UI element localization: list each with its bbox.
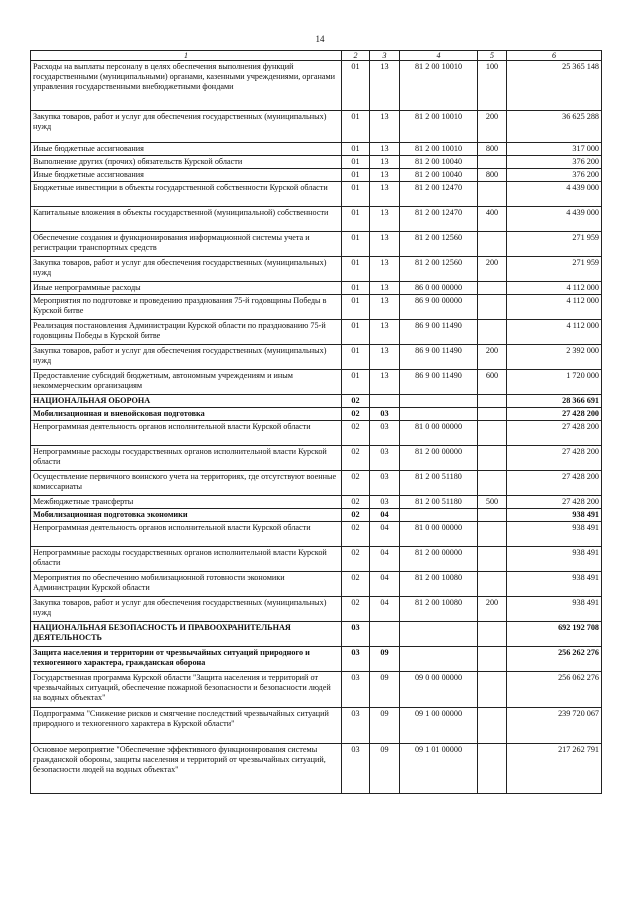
table-row xyxy=(31,370,602,395)
row-target-article: 81 2 00 10080 xyxy=(400,572,478,597)
row-name: Непрограммная деятельность органов исполнительной власти Курской области xyxy=(31,522,342,547)
row-name: Иные бюджетные ассигнования xyxy=(31,143,342,156)
row-name: НАЦИОНАЛЬНАЯ ОБОРОНА xyxy=(31,395,342,408)
table-row xyxy=(31,61,602,111)
row-amount: 4 112 000 xyxy=(507,282,602,295)
row-razdel: 01 xyxy=(342,143,370,156)
row-name: Мероприятия по обеспечению мобилизационной готовности экономики Администрации Курской области xyxy=(31,572,342,597)
row-target-article: 86 9 00 00000 xyxy=(400,295,478,320)
table-row xyxy=(31,408,602,421)
row-target-article xyxy=(400,408,478,421)
row-expense-type xyxy=(478,471,507,496)
row-target-article xyxy=(400,647,478,672)
row-podrazdel: 13 xyxy=(370,295,400,320)
table-row xyxy=(31,471,602,496)
table-row xyxy=(31,295,602,320)
row-expense-type: 600 xyxy=(478,370,507,395)
table-body xyxy=(31,61,602,794)
row-podrazdel: 03 xyxy=(370,421,400,446)
row-amount: 28 366 691 xyxy=(507,395,602,408)
row-podrazdel: 03 xyxy=(370,496,400,509)
row-expense-type xyxy=(478,446,507,471)
row-target-article: 81 2 00 12470 xyxy=(400,207,478,232)
row-expense-type xyxy=(478,509,507,522)
row-razdel: 01 xyxy=(342,257,370,282)
row-razdel: 02 xyxy=(342,496,370,509)
row-target-article: 81 0 00 00000 xyxy=(400,421,478,446)
row-name: Непрограммные расходы государственных органов исполнительной власти Курской области xyxy=(31,547,342,572)
table-row xyxy=(31,169,602,182)
row-expense-type: 500 xyxy=(478,496,507,509)
table-row xyxy=(31,647,602,672)
row-razdel: 03 xyxy=(342,708,370,744)
row-expense-type xyxy=(478,708,507,744)
row-expense-type xyxy=(478,295,507,320)
row-razdel: 01 xyxy=(342,370,370,395)
table-row xyxy=(31,143,602,156)
row-amount: 256 262 276 xyxy=(507,647,602,672)
col-header-2: 2 xyxy=(342,51,370,61)
row-target-article: 81 2 00 51180 xyxy=(400,471,478,496)
row-name: Межбюджетные трансферты xyxy=(31,496,342,509)
col-header-4: 4 xyxy=(400,51,478,61)
row-target-article xyxy=(400,622,478,647)
col-header-5: 5 xyxy=(478,51,507,61)
row-expense-type: 200 xyxy=(478,345,507,370)
row-amount: 27 428 200 xyxy=(507,496,602,509)
row-expense-type xyxy=(478,320,507,345)
table-row xyxy=(31,496,602,509)
row-podrazdel: 03 xyxy=(370,408,400,421)
table-row xyxy=(31,395,602,408)
row-name: Предоставление субсидий бюджетным, автономным учреждениям и иным некоммерческим организациям xyxy=(31,370,342,395)
row-target-article: 09 1 00 00000 xyxy=(400,708,478,744)
row-name: Мероприятия по подготовке и проведению празднования 75-й годовщины Победы в Курской битве xyxy=(31,295,342,320)
row-target-article: 81 2 00 12560 xyxy=(400,257,478,282)
row-name: Мобилизационная и вневойсковая подготовка xyxy=(31,408,342,421)
row-podrazdel: 13 xyxy=(370,111,400,143)
row-podrazdel: 09 xyxy=(370,672,400,708)
row-expense-type xyxy=(478,744,507,794)
col-header-1: 1 xyxy=(31,51,342,61)
row-target-article: 81 2 00 00000 xyxy=(400,547,478,572)
row-amount: 36 625 288 xyxy=(507,111,602,143)
table-row xyxy=(31,522,602,547)
row-target-article xyxy=(400,395,478,408)
row-razdel: 01 xyxy=(342,61,370,111)
row-razdel: 02 xyxy=(342,471,370,496)
row-podrazdel: 04 xyxy=(370,547,400,572)
row-name: Осуществление первичного воинского учета на территориях, где отсутствуют военные комиссариаты xyxy=(31,471,342,496)
row-podrazdel: 13 xyxy=(370,345,400,370)
row-target-article: 81 2 00 10010 xyxy=(400,143,478,156)
row-name: Подпрограмма "Снижение рисков и смягчение последствий чрезвычайных ситуаций природного и техногенного характера в Курской области" xyxy=(31,708,342,744)
row-podrazdel: 04 xyxy=(370,509,400,522)
row-expense-type xyxy=(478,156,507,169)
table-row xyxy=(31,282,602,295)
row-amount: 692 192 708 xyxy=(507,622,602,647)
row-target-article: 81 0 00 00000 xyxy=(400,522,478,547)
row-razdel: 03 xyxy=(342,744,370,794)
table-row xyxy=(31,421,602,446)
row-target-article: 81 2 00 51180 xyxy=(400,496,478,509)
table-row xyxy=(31,547,602,572)
row-expense-type: 200 xyxy=(478,597,507,622)
row-razdel: 02 xyxy=(342,572,370,597)
row-expense-type xyxy=(478,572,507,597)
table-row xyxy=(31,509,602,522)
row-razdel: 03 xyxy=(342,647,370,672)
table-row xyxy=(31,257,602,282)
row-expense-type xyxy=(478,408,507,421)
row-target-article: 09 0 00 00000 xyxy=(400,672,478,708)
row-podrazdel: 13 xyxy=(370,207,400,232)
row-podrazdel: 09 xyxy=(370,647,400,672)
table-row xyxy=(31,182,602,207)
row-name: НАЦИОНАЛЬНАЯ БЕЗОПАСНОСТЬ И ПРАВООХРАНИТЕЛЬНАЯ ДЕЯТЕЛЬНОСТЬ xyxy=(31,622,342,647)
row-razdel: 01 xyxy=(342,232,370,257)
row-expense-type: 800 xyxy=(478,143,507,156)
row-razdel: 01 xyxy=(342,169,370,182)
row-amount: 217 262 791 xyxy=(507,744,602,794)
row-amount: 376 200 xyxy=(507,156,602,169)
row-podrazdel: 03 xyxy=(370,471,400,496)
row-name: Закупка товаров, работ и услуг для обеспечения государственных (муниципальных) нужд xyxy=(31,597,342,622)
row-amount: 4 439 000 xyxy=(507,182,602,207)
row-expense-type xyxy=(478,282,507,295)
row-target-article xyxy=(400,509,478,522)
row-amount: 938 491 xyxy=(507,597,602,622)
row-name: Обеспечение создания и функционирования информационной системы учета и регистрации транспортных средств xyxy=(31,232,342,257)
row-razdel: 01 xyxy=(342,282,370,295)
row-podrazdel: 13 xyxy=(370,143,400,156)
row-amount: 239 720 067 xyxy=(507,708,602,744)
row-amount: 4 112 000 xyxy=(507,295,602,320)
row-razdel: 02 xyxy=(342,509,370,522)
row-expense-type: 100 xyxy=(478,61,507,111)
row-name: Иные бюджетные ассигнования xyxy=(31,169,342,182)
row-name: Бюджетные инвестиции в объекты государственной собственности Курской области xyxy=(31,182,342,207)
row-target-article: 81 2 00 00000 xyxy=(400,446,478,471)
row-amount: 4 439 000 xyxy=(507,207,602,232)
row-podrazdel xyxy=(370,395,400,408)
row-podrazdel: 13 xyxy=(370,282,400,295)
row-razdel: 01 xyxy=(342,156,370,169)
table-row xyxy=(31,708,602,744)
row-target-article: 81 2 00 10040 xyxy=(400,169,478,182)
row-target-article: 09 1 01 00000 xyxy=(400,744,478,794)
row-podrazdel: 04 xyxy=(370,522,400,547)
table-row xyxy=(31,207,602,232)
row-expense-type xyxy=(478,232,507,257)
row-razdel: 01 xyxy=(342,320,370,345)
row-amount: 256 062 276 xyxy=(507,672,602,708)
row-target-article: 81 2 00 12470 xyxy=(400,182,478,207)
row-podrazdel: 13 xyxy=(370,61,400,111)
row-razdel: 03 xyxy=(342,622,370,647)
row-expense-type xyxy=(478,395,507,408)
row-razdel: 02 xyxy=(342,597,370,622)
row-razdel: 02 xyxy=(342,547,370,572)
row-target-article: 86 9 00 11490 xyxy=(400,345,478,370)
row-expense-type xyxy=(478,522,507,547)
table-row xyxy=(31,111,602,143)
table-row xyxy=(31,232,602,257)
row-expense-type: 200 xyxy=(478,111,507,143)
row-razdel: 01 xyxy=(342,207,370,232)
row-razdel: 01 xyxy=(342,182,370,207)
table-row xyxy=(31,597,602,622)
row-amount: 27 428 200 xyxy=(507,471,602,496)
row-amount: 938 491 xyxy=(507,547,602,572)
row-amount: 271 959 xyxy=(507,257,602,282)
row-podrazdel: 04 xyxy=(370,597,400,622)
row-razdel: 02 xyxy=(342,395,370,408)
row-target-article: 81 2 00 10080 xyxy=(400,597,478,622)
row-name: Реализация постановления Администрации Курской области по празднованию 75-й годовщины Победы в Курской битве xyxy=(31,320,342,345)
table-row xyxy=(31,744,602,794)
row-expense-type xyxy=(478,672,507,708)
row-amount: 27 428 200 xyxy=(507,421,602,446)
row-target-article: 86 9 00 11490 xyxy=(400,370,478,395)
row-amount: 271 959 xyxy=(507,232,602,257)
row-name: Непрограммная деятельность органов исполнительной власти Курской области xyxy=(31,421,342,446)
row-amount: 938 491 xyxy=(507,572,602,597)
row-amount: 376 200 xyxy=(507,169,602,182)
row-razdel: 02 xyxy=(342,421,370,446)
row-name: Расходы на выплаты персоналу в целях обеспечения выполнения функций государственными (муниципальными) органами, казенными учреждениями, органами управления государственными внебюджетными фондами xyxy=(31,61,342,111)
row-target-article: 81 2 00 10010 xyxy=(400,111,478,143)
row-name: Защита населения и территории от чрезвычайных ситуаций природного и техногенного характера, гражданская оборона xyxy=(31,647,342,672)
row-amount: 27 428 200 xyxy=(507,446,602,471)
row-name: Закупка товаров, работ и услуг для обеспечения государственных (муниципальных) нужд xyxy=(31,257,342,282)
row-podrazdel xyxy=(370,622,400,647)
row-podrazdel: 13 xyxy=(370,320,400,345)
row-podrazdel: 13 xyxy=(370,232,400,257)
col-header-6: 6 xyxy=(507,51,602,61)
row-name: Государственная программа Курской области "Защита населения и территорий от чрезвычайных ситуаций, обеспечение пожарной безопасности и безопасности людей на водных объектах" xyxy=(31,672,342,708)
row-podrazdel: 13 xyxy=(370,156,400,169)
row-razdel: 01 xyxy=(342,111,370,143)
row-target-article: 81 2 00 10010 xyxy=(400,61,478,111)
row-razdel: 01 xyxy=(342,345,370,370)
table-row xyxy=(31,446,602,471)
row-amount: 1 720 000 xyxy=(507,370,602,395)
table-row xyxy=(31,572,602,597)
row-name: Выполнение других (прочих) обязательств Курской области xyxy=(31,156,342,169)
row-razdel: 02 xyxy=(342,408,370,421)
row-name: Основное мероприятие "Обеспечение эффективного функционирования системы гражданской обороны, защиты населения и территорий от чрезвычайных ситуаций, безопасности людей на водных объектах" xyxy=(31,744,342,794)
row-expense-type xyxy=(478,647,507,672)
row-podrazdel: 13 xyxy=(370,169,400,182)
row-target-article: 86 9 00 11490 xyxy=(400,320,478,345)
row-target-article: 81 2 00 10040 xyxy=(400,156,478,169)
row-amount: 938 491 xyxy=(507,509,602,522)
row-podrazdel: 09 xyxy=(370,744,400,794)
row-amount: 25 365 148 xyxy=(507,61,602,111)
row-razdel: 02 xyxy=(342,446,370,471)
row-podrazdel: 04 xyxy=(370,572,400,597)
row-podrazdel: 09 xyxy=(370,708,400,744)
row-name: Непрограммные расходы государственных органов исполнительной власти Курской области xyxy=(31,446,342,471)
row-expense-type: 200 xyxy=(478,257,507,282)
row-podrazdel: 13 xyxy=(370,257,400,282)
row-razdel: 01 xyxy=(342,295,370,320)
row-podrazdel: 03 xyxy=(370,446,400,471)
row-name: Закупка товаров, работ и услуг для обеспечения государственных (муниципальных) нужд xyxy=(31,345,342,370)
table-row xyxy=(31,345,602,370)
row-expense-type xyxy=(478,182,507,207)
row-name: Иные непрограммные расходы xyxy=(31,282,342,295)
table-row xyxy=(31,622,602,647)
row-target-article: 86 0 00 00000 xyxy=(400,282,478,295)
row-razdel: 03 xyxy=(342,672,370,708)
row-target-article: 81 2 00 12560 xyxy=(400,232,478,257)
budget-table xyxy=(30,50,602,794)
row-amount: 938 491 xyxy=(507,522,602,547)
page-number: 14 xyxy=(315,34,325,44)
table-row xyxy=(31,320,602,345)
row-amount: 317 000 xyxy=(507,143,602,156)
header-row xyxy=(31,51,602,61)
row-amount: 2 392 000 xyxy=(507,345,602,370)
row-expense-type: 800 xyxy=(478,169,507,182)
row-podrazdel: 13 xyxy=(370,370,400,395)
row-razdel: 02 xyxy=(342,522,370,547)
row-name: Капитальные вложения в объекты государственной (муниципальной) собственности xyxy=(31,207,342,232)
row-expense-type xyxy=(478,622,507,647)
row-expense-type xyxy=(478,421,507,446)
row-expense-type xyxy=(478,547,507,572)
row-expense-type: 400 xyxy=(478,207,507,232)
row-name: Закупка товаров, работ и услуг для обеспечения государственных (муниципальных) нужд xyxy=(31,111,342,143)
col-header-3: 3 xyxy=(370,51,400,61)
row-podrazdel: 13 xyxy=(370,182,400,207)
row-name: Мобилизационная подготовка экономики xyxy=(31,509,342,522)
table-row xyxy=(31,156,602,169)
row-amount: 27 428 200 xyxy=(507,408,602,421)
table-row xyxy=(31,672,602,708)
row-amount: 4 112 000 xyxy=(507,320,602,345)
